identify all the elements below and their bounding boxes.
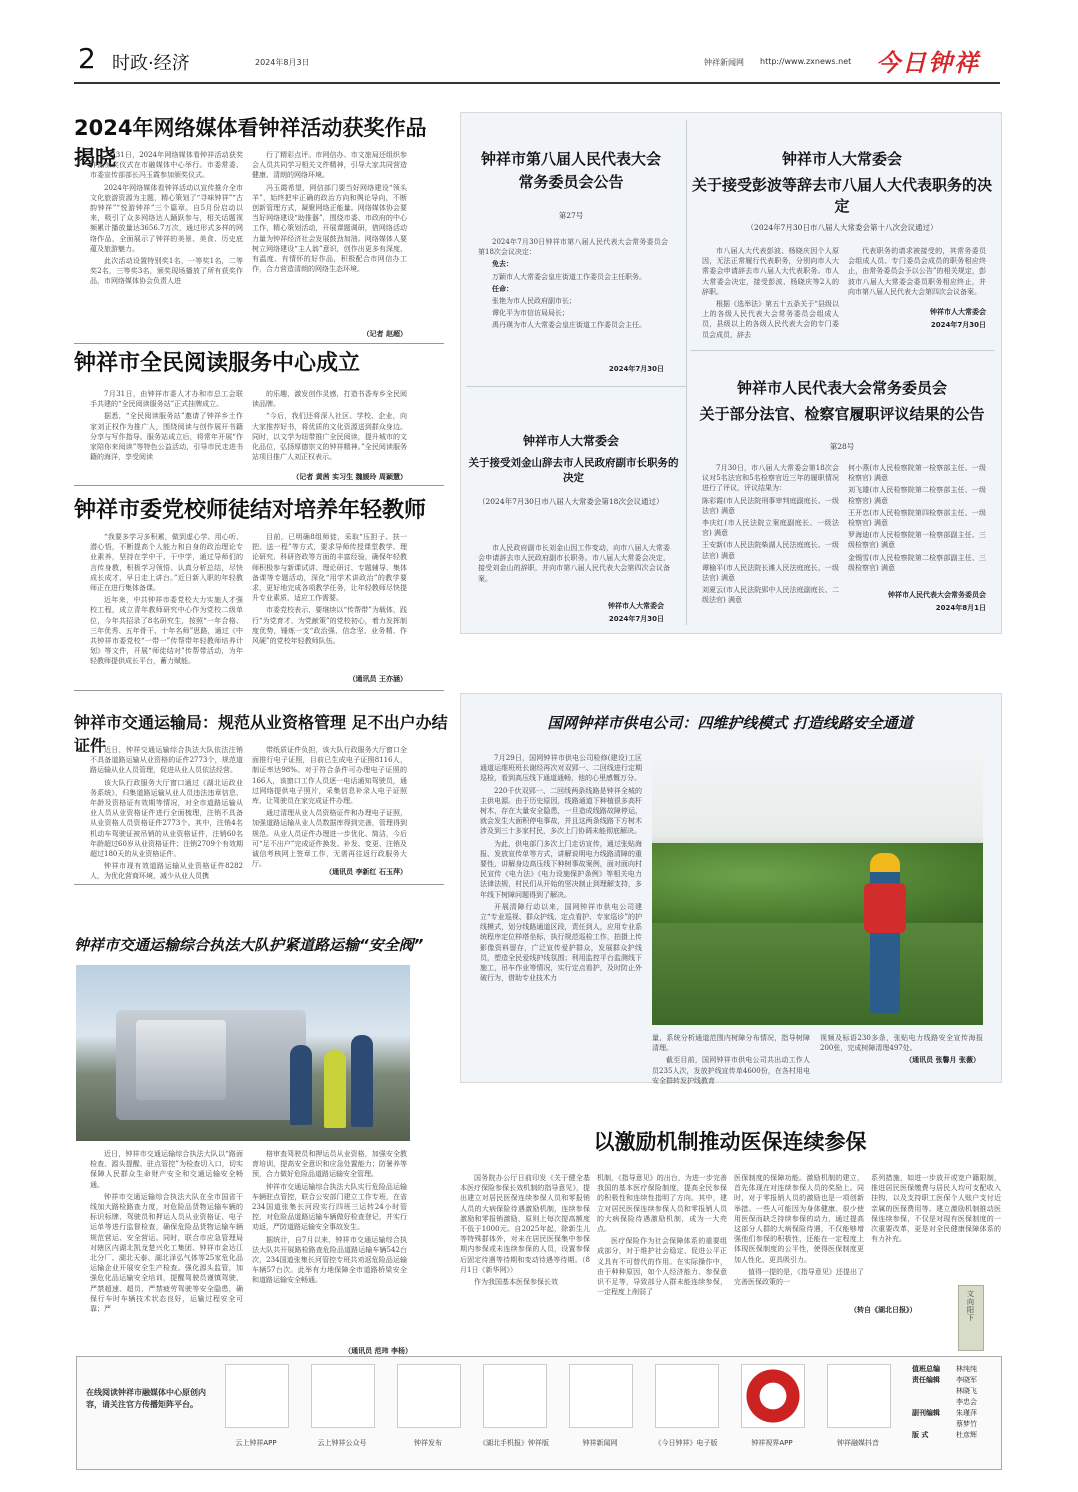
paragraph: 根据《选举法》第五十五条关于“县级以上的各级人民代表大会常务委员会组成人员，县级以上的各级人民代表大会的专门委员会成员，辞去 bbox=[702, 300, 839, 339]
article-column bbox=[480, 753, 642, 1058]
article-column bbox=[460, 1173, 590, 1348]
notices-horizontal-divider bbox=[690, 350, 994, 351]
paragraph: 近日，钟祥市交通运输综合执法大队以“路面检查、源头提醒、驻点管控”为检查切入口，切实保障人民群众生命财产安全和交通运输安全畅通。 bbox=[90, 1150, 243, 1189]
qr-caption: 钟祥融媒抖音 bbox=[837, 1439, 879, 1447]
qr-code[interactable] bbox=[397, 1364, 461, 1428]
article-column bbox=[734, 1173, 864, 1348]
notice-date: 2024年7月30日 bbox=[930, 321, 986, 329]
worker-vest bbox=[864, 883, 906, 933]
article-column bbox=[252, 1149, 407, 1344]
paragraph: 国务院办公厅日前印发《关于健全基本医疗保险参保长效机制的指导意见》，提出建立对居民医保连续参保人员和零报销人员的大病保险待遇激励机制，连续参保激励和零报销激励，原则上每次提高额度不低于1000元。自2025年起，除新生儿等特殊群体外，对未在居民医保集中参保期内参保或未连续参保的人员，设置参保后固定待遇等待期和变动待遇等待期。（8月1日《新华网》） bbox=[460, 1174, 590, 1274]
paragraph: 任命： bbox=[492, 283, 513, 293]
qr-caption: 《今日钟祥》电子版 bbox=[654, 1439, 718, 1447]
paragraph: 通过清理从业人员资格证件和办理电子证照，加强道路运输从业人员数据库得到完善，管理得到规范。从业人员证件办理进一步优化、简洁，今后可“足不出户”完成证件换发、补发、变更、注销及诚信考核网上签章工作，无需再往返行政服务大厅。 bbox=[252, 809, 407, 869]
paragraph: 2024年7月30日钟祥市第八届人民代表大会常务委员会第18次会议决定： bbox=[478, 238, 668, 257]
officer-figure bbox=[324, 1050, 346, 1128]
masthead-logo: 今日钟祥 bbox=[876, 48, 980, 77]
staff-person: 林纯纯 bbox=[956, 1365, 977, 1373]
article-title: 钟祥市全民阅读服务中心成立 bbox=[74, 351, 361, 376]
staff-row bbox=[912, 1408, 998, 1419]
notices-horizontal-divider bbox=[466, 386, 686, 387]
article-title: 钟祥市委党校师徒结对培养年轻教师 bbox=[74, 498, 427, 523]
notice-number: 第28号 bbox=[829, 442, 855, 451]
notice-subtitle: （2024年7月30日市八届人大常委会第十八次会议通过） bbox=[746, 223, 938, 232]
paragraph: 截至目前，国网钟祥市供电公司共出动工作人员235人次，发放护线宣传单4600份，在各村用电安全群转发护线教育 bbox=[652, 1056, 810, 1085]
article-column bbox=[252, 532, 407, 680]
qr-code[interactable] bbox=[483, 1364, 547, 1428]
paragraph: 系列措施，如进一步放开或宽户籍限制，推进居民医保缴费与居民人均可支配收入挂钩，以及支持职工医保个人账户支付近亲属的医保费用等。建立激励机制推动医保连续参保，不仅是对现有医保制度的一次重要改革，更是对全民健康保障体系的有力补充。 bbox=[871, 1174, 1001, 1244]
worker-figure bbox=[870, 853, 900, 1013]
article-title: 钟祥市交通运输综合执法大队护紧道路运输“安全阀” bbox=[74, 936, 424, 954]
article-title: 钟祥市交通运输局：规范从业资格管理 足不出户办结证件 bbox=[74, 713, 448, 755]
qr-caption: 钟祥发布 bbox=[414, 1439, 442, 1447]
paragraph: 7月29日，国网钟祥市供电公司检修(建设)工区通道运维班班长谢经再次对双郢一、二回线进行定期巡检，看到高压线下通道通畅，他的心里感慨万分。 bbox=[480, 754, 642, 783]
paragraph: 王开忠(市人民检察院第四检察部主任、一级检察官) 满意 bbox=[848, 508, 986, 528]
officer-figure bbox=[290, 1045, 312, 1125]
notice-body bbox=[478, 543, 670, 593]
article-column bbox=[597, 1173, 727, 1348]
paragraph: 量，系统分析通道范围内树障分布情况，指导树障清理。 bbox=[652, 1034, 810, 1053]
notice-signature: 钟祥市人大常委会 bbox=[930, 308, 986, 316]
article-author: （通讯员 李新红 石玉萍） bbox=[325, 868, 407, 876]
staff-role: 副刊编辑 bbox=[912, 1409, 940, 1417]
divider bbox=[74, 485, 444, 486]
paragraph: 罗海迪(市人民检察院第一检察部副主任、三级检察官) 满意 bbox=[848, 531, 986, 550]
notice-body bbox=[702, 246, 839, 346]
article-title: 2024年网络媒体看钟祥活动获奖作品揭晓 bbox=[74, 116, 427, 170]
notice-body bbox=[848, 246, 986, 306]
paragraph: 7月30日，市八届人大常委会第18次会议对5名法官和5名检察官近三年的履职情况进行了评议，评议结果为： bbox=[702, 464, 839, 493]
article-column bbox=[820, 1033, 983, 1055]
paragraph: 王安新(市人民法院柴湖人民法庭庭长、一级法官) 满意 bbox=[702, 541, 839, 560]
article-author: （转自《湖北日报》） bbox=[850, 1306, 917, 1314]
truck-inspection-photo bbox=[76, 965, 410, 1141]
article-column bbox=[90, 532, 243, 692]
paragraph: 谭化平为市信访局局长； bbox=[492, 309, 569, 318]
paragraph: 钟祥市交通运输综合执法大队实行危险品运输车辆驻点管控，联合公安部门建立工作专班，在省234国道张集长河段实行四班三运转24小时管控，对危险品道路运输车辆做好检查登记，并实行劝返，严防道路运输安全事故发生。 bbox=[252, 1182, 407, 1232]
section-title: 时政·经济 bbox=[112, 53, 190, 74]
paragraph: 据统计，自7月以来，钟祥市交通运输综合执法大队共开展路检路查危险品道路运输车辆542台次，234国道张集长河管控专班共劝返危险品运输车辆57台次。此举有力地保障全市道路桥梁安全和道路运输安全畅通。 bbox=[252, 1235, 407, 1285]
paragraph: 何小燕(市人民检察院第一检察部主任、一级检察官) 满意 bbox=[848, 464, 986, 483]
truck-cab bbox=[136, 1020, 226, 1100]
staff-person: 杜彦辉 bbox=[956, 1431, 977, 1439]
notice-title: 钟祥市人大常委会 bbox=[522, 434, 619, 448]
paragraph: 近年来，中共钟祥市委党校大力实施人才强校工程，成立青年教师研究中心作为党校二级单位，今年共招录了8名研究生，按照“一年合格、三年优秀、五年骨干、十年名师”思路，通过《中共钟祥市委党校“一带一”传帮带年轻教师培养计划》等文件，开展“师徒结对”传帮带活动，为年轻教师提供成长平台，蓄力赋能。 bbox=[90, 596, 243, 666]
paragraph: 目前，已明确8组师徒，采取“压担子、扶一把、送一程”等方式，要求导师传授课堂教学、理论研究、科研咨政等方面的丰富经验，确保年轻教师积极参与新课试讲、理论研讨、专题辅导、集体备课等专题活动，深化“用学术讲政治”的教学要求，更好地完成各项教学任务，让年轻教师尽快提升专业素质，适应工作需要。 bbox=[252, 533, 407, 603]
notice-number: 第27号 bbox=[558, 211, 584, 220]
article-author: （通讯员 范玮 李杨） bbox=[344, 1347, 412, 1355]
qr-code[interactable] bbox=[311, 1364, 375, 1428]
commentary-badge bbox=[958, 1285, 984, 1351]
paragraph: 万颖市人大常委会皇庄街道工作委员会主任职务。 bbox=[492, 272, 646, 281]
article-author: （通讯员 王亦涵） bbox=[348, 675, 407, 683]
divider bbox=[74, 343, 444, 344]
paragraph: 220千伏双郢一、二回线两条线路是钟祥全城的主供电源。由于历史原因，线路通道下种植很多高杆树木，存在大量安全隐患，一旦造成线路故障停运，就会发生大面积停电事故，并且这两条线路下方树木涉及到三十多家村民，多次上门协调未能彻底解决。 bbox=[480, 786, 642, 836]
staff-person: 李忠会 bbox=[956, 1398, 977, 1406]
article-column bbox=[252, 745, 407, 867]
article-column bbox=[871, 1173, 1001, 1303]
staff-credits bbox=[912, 1364, 998, 1441]
paragraph: 7月31日，2024年网络媒体看钟祥活动获奖作品颁奖仪式在市融媒体中心举行。市委常委、市委宣传部部长冯玉霞参加颁奖仪式。 bbox=[90, 151, 243, 180]
paragraph: “我要多学习多积累，做到虚心学、用心听、潜心悟，不断提高个人能力和自身的政治理论专业素养，坚持在学中干、干中学，通过导师们的言传身教，积极学习领悟、认真分析总结，尽快成长成才，早日走上讲台。”近日新入职的年轻教师正在进行集体备课。 bbox=[90, 533, 243, 593]
paragraph: 免去： bbox=[492, 259, 513, 269]
article-column bbox=[90, 150, 243, 350]
divider bbox=[74, 690, 444, 691]
paragraph: 医疗保险作为社会保障体系的重要组成部分，对于维护社会稳定、促进公平正义具有不可替代的作用。在实际操作中，由于种种原因，如个人经济能力、参保意识不足等，导致部分人群未能连续参保，一定程度上削弱了 bbox=[597, 1237, 727, 1297]
notice-subtitle: （2024年7月30日市八届人大常委会第18次会议通过） bbox=[478, 497, 664, 506]
notice-title: 关于接受彭波等辞去市八届人大代表职务的决定 bbox=[691, 176, 992, 215]
article-column bbox=[90, 1149, 243, 1361]
qr-code[interactable] bbox=[741, 1364, 805, 1428]
article-column bbox=[90, 389, 243, 484]
paragraph: 钟祥市现有效道路运输从业资格证件8282人，为优化营商环境，减少从业人员携 bbox=[90, 862, 243, 881]
article-title: 国网钟祥市供电公司：四维护线模式 打造线路安全通道 bbox=[547, 714, 913, 732]
staff-role: 值班总编 bbox=[912, 1365, 940, 1373]
notice-date: 2024年8月1日 bbox=[935, 604, 986, 612]
notice-date: 2024年7月30日 bbox=[608, 365, 664, 373]
staff-person: 朱瑾萍 bbox=[956, 1409, 977, 1417]
staff-row bbox=[912, 1419, 998, 1430]
article-column bbox=[90, 745, 243, 893]
issue-date: 2024年8月3日 bbox=[255, 58, 310, 67]
notice-title: 钟祥市人民代表大会常务委员会 bbox=[736, 379, 947, 397]
paragraph: 格审查驾驶员和押运员从业资格，加强安全教育培训，提高安全意识和应急处置能力；防暑养等预，合力做好危险品道路运输安全管理。 bbox=[252, 1150, 407, 1179]
paragraph: 市委党校表示，要继续以“传帮带”为载体，践行“为党育才、为党献策”的党校初心，着力发挥制度优势，锤炼一支“政治强、信念坚、业务精、作风硬”的党校年轻教师队伍。 bbox=[252, 606, 407, 646]
qr-code[interactable] bbox=[827, 1364, 891, 1428]
paragraph: 禹丹瑛为市人大常委会皇庄街道工作委员会主任。 bbox=[492, 321, 646, 330]
footer-notice: 在线阅读钟祥市融媒体中心原创内容，请关注官方传播矩阵平台。 bbox=[86, 1388, 206, 1409]
tree-canopy bbox=[652, 843, 983, 923]
notice-signature: 钟祥市人大常委会 bbox=[608, 602, 664, 610]
paragraph: 代表职务的请求被接受的，其常务委员会组成人员、专门委员会成员的职务相应终止，由常务委员会予以公告”的相关规定，彭波市八届人大常委会委员职务相应终止，并向市第八届人民代表大会第四次会议备案。 bbox=[848, 247, 986, 296]
article-author: （记者 赵超） bbox=[362, 330, 407, 338]
paragraph: 谭榆平(市人民法院长滩人民法庭庭长、一级法官) 满意 bbox=[702, 563, 839, 583]
paragraph: 冯玉霞希望，网信部门要当好网络建设“领头羊”，始终把牢正确的政治方向和舆论导向，不断创新管理方式，凝聚网络正能量。网络媒体协会要当好网络建设“助推器”，围绕市委、市政府的中心工作，精心策划活动，开展课题调研，借网络活动力量为钟祥经济社会发展鼓劲加油。网络媒体人要树立网络建设“主人翁”意识，创作出更多有深度、有温度、有情怀的好作品，积极配合市网信办工作，合力营造清朗的网络生态环境。 bbox=[252, 183, 407, 274]
qr-code[interactable] bbox=[655, 1364, 719, 1428]
site-name: 钟祥新闻网 bbox=[704, 58, 744, 67]
article-author: （记者 黄茜 实习生 魏媛玲 周颖慧） bbox=[292, 473, 407, 481]
site-url[interactable]: http://www.zxnews.net bbox=[760, 57, 852, 66]
staff-row bbox=[912, 1386, 998, 1397]
staff-row bbox=[912, 1375, 998, 1386]
header-rule bbox=[74, 82, 1000, 84]
qr-caption: 钟祥新闻网 bbox=[582, 1439, 618, 1447]
officer-figure bbox=[351, 1035, 373, 1127]
commentary-badge-label: 文 向 阳 下 bbox=[967, 1290, 974, 1322]
paragraph: 近日，钟祥交通运输综合执法大队依法注销不具备道路运输从业资格的证件2773个，规范道路运输从业人员管理，促进从业人员依法经营。 bbox=[90, 746, 243, 775]
qr-code[interactable] bbox=[569, 1364, 633, 1428]
paragraph: 开展清障行动以来，国网钟祥市供电公司建立“专业巡视、群众护线、定点看护、专家巡诊”的护线模式，划分线路通道区段，责任到人，应用专业系统程序定位样塔坐标，执行规范巡检工作，拍摄上传影像资料留存，广泛宣传爱护群众，发展群众护线员，塑造全民爱线护线氛围；利用监控平台监测线下施工，吊车作业等情况，实行定点看护，及时防止外破行为，借助专业技术力 bbox=[480, 902, 642, 983]
paragraph: 陈彩霞(市人民法院刑事审判庭副庭长、一级法官) 满意 bbox=[702, 496, 839, 515]
article-author: （通讯员 张馨月 张薇） bbox=[905, 1056, 980, 1064]
staff-role: 责任编辑 bbox=[912, 1376, 940, 1384]
notice-title: 钟祥市人大常委会 bbox=[781, 150, 902, 168]
notice-body bbox=[848, 463, 986, 583]
qr-caption: 云上钟祥公众号 bbox=[317, 1439, 367, 1447]
staff-row bbox=[912, 1364, 998, 1375]
staff-row bbox=[912, 1430, 998, 1441]
qr-caption: 《湖北手机报》钟祥版 bbox=[479, 1439, 549, 1447]
article-column bbox=[252, 389, 407, 474]
paragraph: 刘夏云(市人民法院郢中人民法庭副庭长、二级法官) 满意 bbox=[702, 586, 839, 605]
paragraph: 作为我国基本医保参保长效 bbox=[474, 1278, 558, 1287]
notice-title: 关于接受刘金山辞去市人民政府副市长职务的决定 bbox=[468, 457, 679, 484]
staff-person: 李晓军 bbox=[956, 1376, 977, 1384]
article-column bbox=[652, 1033, 810, 1085]
qr-code[interactable] bbox=[225, 1364, 289, 1428]
page-number: 2 bbox=[78, 42, 96, 75]
paragraph: 张艳为市人民政府副市长； bbox=[492, 297, 576, 306]
paragraph: 值得一提的是，《指导意见》还提出了完善医保政策的一 bbox=[734, 1267, 864, 1287]
notice-body bbox=[702, 463, 839, 613]
notice-title: 钟祥市第八届人民代表大会 bbox=[480, 150, 661, 168]
paragraph: 钟祥市交通运输综合执法大队在全市国省干线加大路检路查力度，对危险品货物运输车辆的标识标牌、驾驶员和押运人员从业资格证、电子运单等进行监督检查，确保危险品货物运输车辆规范营运、安全营运。同时，联合市应急管理局对辖区内湖北凯龙楚兴化工集团、钟祥市金达江北分厂、湖北天泰、湖北泽弘气体等25家危化品运输企业开展安全生产检查。强化源头监管，加强危化品运输安全培训，提醒驾驶员谨慎驾驶，严禁超速、超员，严禁疲劳驾驶等安全隐患，确保行车时车辆技术状态良好，运输过程安全可靠；严 bbox=[90, 1192, 243, 1314]
paragraph: “今后，我们还将深入社区、学校、企业，向大家推荐好书，将优质的文化资源送到群众身边。同时，以文学为纽带推广全民阅读，提升城市的文化品位，弘扬厚德崇文的钟祥精神。”全民阅读服务站项目推广人刘正权表示。 bbox=[252, 412, 407, 462]
paragraph: 机制，《指导意见》的出台，为进一步完善我国的基本医疗保险制度，提高全民参保的积极性和连续性指明了方向。其中，建立对居民医保连续参保人员和零报销人员的大病保险待遇激励机制，成为一大亮点。 bbox=[597, 1174, 727, 1234]
paragraph: 7月31日，由钟祥市委人才办和市总工会联手共建的“全民阅读服务站”正式挂牌成立。 bbox=[90, 390, 243, 409]
paragraph: 该大队行政服务大厅窗口通过《湖北运政业务系统》，归集道路运输从业人员违法违章信息、年龄及资格证有效期等情况，对全市道路运输从业人员从业资格证件进行全面梳理，注销不具备从业资格人员资格证件2773个。其中，注销4名机动车驾驶证被吊销的从业资格证件，注销60名年龄超过60岁从业资格证件；注销2709个有效期超过180天的从业资格证件。 bbox=[90, 778, 243, 859]
notice-title: 关于部分法官、检察官履职评议结果的公告 bbox=[699, 405, 985, 423]
paragraph: 为此，供电部门多次上门走访宣传，通过张贴海报、发放宣传单等方式，讲解说明电力线路清障的重要性，讲解身边高压线下种树事故案例，面对面向村民宣传《电力法》《电力设施保护条例》等相关电力法律法规，村民们从开始的坚决制止到理解支持，多年线下树障问题得到了解决。 bbox=[480, 839, 642, 899]
divider bbox=[74, 884, 444, 885]
paragraph: 医保制度的保障功能。激励机制的建立，首先体现在对连续参保人员的奖励上。同时，对于零报销人员的激励也是一项创新举措。一些人可能因为身体健康、很少使用医保而缺乏持续参保的动力，通过提高这部分人群的大病保险待遇，不仅能够增强他们参保的积极性，还能在一定程度上体现医保制度的公平性，使得医保制度更加人性化、更具吸引力。 bbox=[734, 1174, 864, 1264]
qr-caption: 云上钟祥APP bbox=[235, 1439, 277, 1447]
paragraph: 据悉，“全民阅读服务站”邀请了钟祥乡土作家刘正权作为推广人，围绕阅读与创作展开书籍分享与写作指导。服务站成立后，将常年开展“作家陪你来阅读”等特色公益活动，引导市民走进书籍的海洋，享受阅读 bbox=[90, 412, 243, 462]
notice-signature: 钟祥市人民代表大会常务委员会 bbox=[888, 591, 986, 599]
notice-body bbox=[478, 237, 668, 355]
paragraph: 此次活动设置特别奖1名，一等奖1名，二等奖2名，三等奖3名，颁奖现场播放了所有获奖作品，市网络媒体协会负责人进 bbox=[90, 257, 243, 286]
article-column bbox=[252, 150, 407, 330]
notice-date: 2024年7月30日 bbox=[608, 615, 664, 623]
paragraph: 金锡雪(市人民检察院第二检察部副主任、三级检察官) 满意 bbox=[848, 553, 986, 572]
paragraph: 带纸质证件负担，该大队行政服务大厅窗口全面推行电子证照，目前已生成电子证照8116人，制证率达98%。对于符合条件可办理电子证照的166人，该窗口工作人员逐一电话通知驾驶员，通过网络提供电子照片，采集信息补录人电子证照库，让驾驶员在家完成证件办理。 bbox=[252, 746, 407, 806]
staff-person: 林晓飞 bbox=[956, 1387, 977, 1395]
paragraph: 李庆红(市人民法院立案庭副庭长、一级法官) 满意 bbox=[702, 519, 839, 538]
staff-person: 蔡梦竹 bbox=[956, 1420, 977, 1428]
paragraph: 市八届人大代表彭波、杨晓庆因个人原因，无法正常履行代表职务，分别向市人大常委会申请辞去市八届人大代表职务。市人大常委会决定，接受彭波、杨晓庆等2人的辞职。 bbox=[702, 247, 839, 296]
paragraph: 市人民政府副市长刘金山因工作变动，向市八届人大常委会申请辞去市人民政府副市长职务。市八届人大常委会决定，接受刘金山的辞职，并向市第八届人民代表大会第四次会议备案。 bbox=[478, 544, 670, 583]
notice-title: 常务委员会公告 bbox=[518, 173, 624, 191]
notices-vertical-divider bbox=[686, 120, 687, 625]
paragraph: 2024年网络媒体看钟祥活动以宣传推介全市文化旅游资源为主题，精心策划了“寻味钟祥”“古韵钟祥”“悦游钟祥”三个篇章。自5月份启动以来，吸引了众多网络达人踊跃参与，相关话题视频累计播放量达3656.7万次，通过形式多样的网络作品，全面展示了钟祥的美景、美食、历史底蕴及旅游魅力。 bbox=[90, 183, 243, 253]
paragraph: 视频及标语230多条，张贴电力线路安全宣传海报200张，完成树障清理497处。 bbox=[820, 1034, 983, 1053]
staff-row bbox=[912, 1397, 998, 1408]
qr-caption: 钟祥视界APP bbox=[751, 1439, 793, 1447]
article-title: 以激励机制推动医保连续参保 bbox=[593, 1130, 867, 1154]
paragraph: 的乐趣，激发创作灵感，打造书香寿乡全民阅读品牌。 bbox=[252, 390, 407, 409]
paragraph: 刘飞雄(市人民检察院第二检察部主任、一级检察官) 满意 bbox=[848, 486, 986, 505]
power-line-inspection-photo bbox=[652, 753, 983, 1025]
paragraph: 行了精彩点评。市网信办、市文旅局还组织参会人员共同学习相关文件精神，引导大家共同营造健康、清朗的网络环境。 bbox=[252, 151, 407, 180]
staff-role: 版 式 bbox=[912, 1431, 929, 1439]
